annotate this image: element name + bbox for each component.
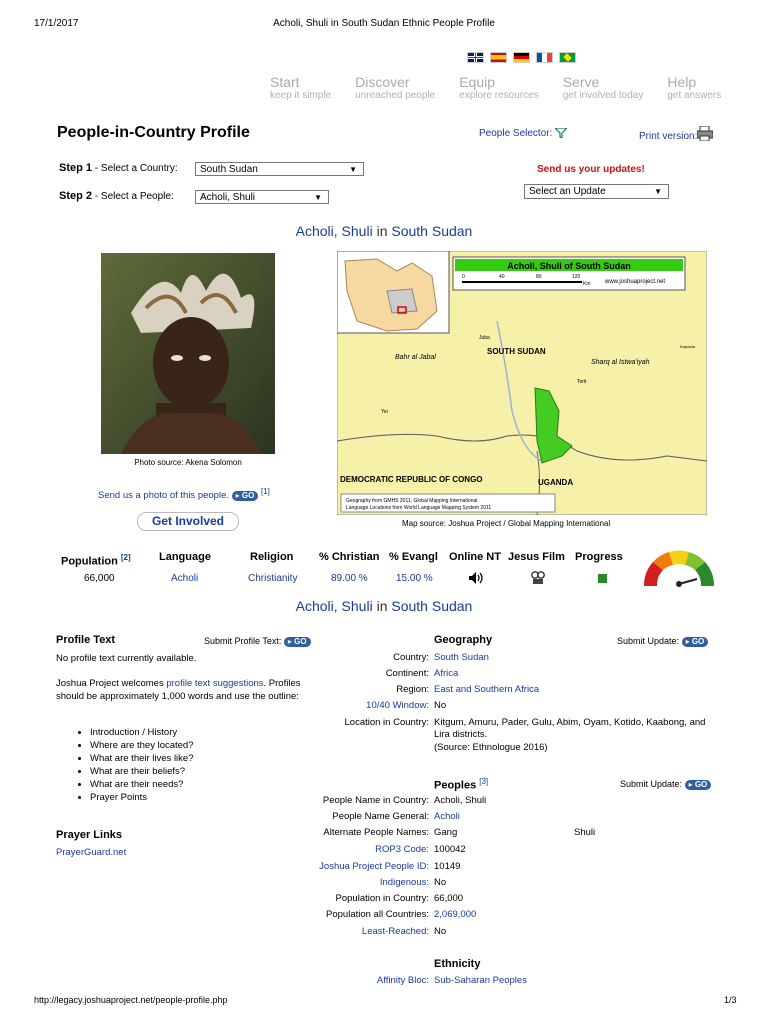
map-label-uganda: UGANDA [538,478,574,487]
list-item: • What are their beliefs? [90,765,194,778]
language-link[interactable]: Acholi [171,573,199,584]
list-item: • What are their lives like? [90,752,194,765]
main-nav [270,74,721,101]
map-title: Acholi, Shuli of South Sudan [507,261,631,271]
print-date: 17/1/2017 [34,18,79,29]
geography-submit: Submit Update: ▸ GO [617,636,708,647]
least-reached-value: No [434,926,447,937]
people-select[interactable]: Acholi, Shuli ▼ [195,190,329,204]
headline-country-link[interactable]: South Sudan [391,223,473,239]
continent-link[interactable]: Africa [434,668,459,679]
location-value: Kitgum, Amuru, Pader, Gulu, Abim, Oyam, Kotido, Kaabong, and Lira districts. [434,717,706,740]
profile-headline-2: Acholi, Shuli in South Sudan [295,598,473,614]
indigenous-label-link[interactable]: Indigenous: [379,877,429,888]
people-name-country-label: People Name in Country: [322,795,429,806]
country-label: Country: [393,652,429,663]
progress-square[interactable] [598,574,607,583]
map-credit-2: Language Locations from World Language Mapping System 2011 [346,505,492,511]
map-label-bahr-al-jabal: Bahr al Jabal [395,354,436,361]
population-ref-link[interactable]: [2] [120,553,131,562]
flag-germany-icon[interactable] [513,52,530,63]
get-involved-button[interactable]: Get Involved [137,512,239,531]
print-page-title: Acholi, Shuli in South Sudan Ethnic People Profile [273,18,495,29]
affinity-bloc-link[interactable]: Sub-Saharan Peoples [434,975,527,986]
chevron-down-icon: ▼ [654,187,662,196]
prayer-links-title: Prayer Links [56,829,123,841]
progress-header: Progress [575,551,623,563]
region-label: Region: [396,684,429,695]
jp-people-id-value: 10149 [434,861,461,872]
people-name-general-label: People Name General: [332,811,429,822]
evangl-link[interactable]: 15.00 % [396,573,433,584]
prayerguard-link[interactable]: PrayerGuard.net [56,847,127,858]
alternate-name-extra: Shuli [574,827,596,838]
no-profile-text: No profile text currently available. [56,653,197,664]
geography-go-button[interactable]: ▸ GO [682,637,709,647]
flag-uk-icon[interactable] [467,52,484,63]
map-label-juba: Juba [479,335,490,341]
step1-label: Step 1 - Select a Country: [59,162,178,174]
map-site: www.joshuaproject.net [605,279,666,285]
map-label-torit: Torit [577,379,587,385]
flag-spain-icon[interactable] [490,52,507,63]
population-country-value: 66,000 [434,893,464,904]
profile-welcome: Joshua Project welcomes profile text suggestions. Profiles should be approximately 1,000 words and use the outline: [56,678,301,702]
people-name-general-link[interactable]: Acholi [434,811,460,822]
list-item: • What are their needs? [90,778,194,791]
send-photo [98,487,270,501]
continent-label: Continent: [385,668,429,679]
chevron-down-icon: ▼ [349,165,357,174]
rop3-label-link[interactable]: ROP3 Code: [375,844,429,855]
jp-people-id-label-link[interactable]: Joshua Project People ID: [319,861,429,872]
map-label-kapoeta: Kapoeta [680,344,695,349]
step2-label: Step 2 - Select a People: [59,190,174,202]
christian-header: % Christian [319,551,380,563]
rop3-value: 100042 [434,844,466,855]
evangl-header: % Evangl [389,551,438,563]
map-scale-tick: 80 [536,274,542,280]
send-updates-text: Send us your updates! [537,164,645,175]
list-item: • Where are they located? [90,739,194,752]
print-version-link[interactable]: Print version: [639,131,698,142]
page-title: People-in-Country Profile [57,124,250,141]
window-value: No [434,700,447,711]
nav-start[interactable]: Start keep it simple [270,74,332,101]
map-scale-tick: 0 [462,274,465,280]
alternate-name-value: Gang [434,827,458,838]
map-label-yei: Yei [381,409,388,415]
people-name-country-value: Acholi, Shuli [434,795,487,806]
country-link[interactable]: South Sudan [434,652,489,663]
region-link[interactable]: East and Southern Africa [434,684,540,695]
ethnicity-title: Ethnicity [434,958,481,970]
geography-title: Geography [434,634,493,646]
nav-equip[interactable]: Equip explore resources [459,74,539,101]
language-flags [467,52,576,63]
profile-outline [74,726,194,804]
religion-link[interactable]: Christianity [248,573,298,584]
list-item: • Introduction / History [90,726,194,739]
filter-icon [555,128,567,138]
affinity-bloc-label-link[interactable]: Affinity Bloc: [376,975,429,986]
printer-icon[interactable] [697,126,713,141]
alternate-names-label: Alternate People Names: [323,827,429,838]
progress-gauge [641,548,717,588]
nav-discover[interactable]: Discover unreached people [355,74,436,101]
religion-header: Religion [250,551,294,563]
map-scale-unit: Km [583,281,591,287]
profile-headline: Acholi, Shuli in South Sudan [295,223,473,239]
headline-country-link[interactable]: South Sudan [391,598,473,614]
map-label-south-sudan: SOUTH SUDAN [487,347,546,356]
indigenous-value: No [434,877,447,888]
submit-profile-go-button[interactable]: ▸ GO [284,637,311,647]
list-item: • Prayer Points [90,791,194,804]
christian-link[interactable]: 89.00 % [331,573,368,584]
photo-source: Photo source: Akena Solomon [134,458,242,467]
peoples-ref-link[interactable]: [3] [479,777,489,786]
population-header: Population [2] [61,553,131,568]
headline-people-link[interactable]: Acholi, Shuli [295,223,373,239]
flag-france-icon[interactable] [536,52,553,63]
location-label: Location in Country: [344,717,429,728]
population-all-label: Population all Countries: [326,909,429,920]
chevron-down-icon: ▼ [314,193,322,202]
map-credit-1: Geography from GMHS 2011, Global Mapping International [346,498,478,504]
map-label-sharq: Sharq al Istwa'iyah [591,359,650,366]
nav-serve[interactable]: Serve get involved today [562,74,644,101]
nav-help[interactable]: Help get answers [667,74,722,101]
jesus-film-header: Jesus Film [508,551,565,563]
update-select[interactable]: Select an Update ▼ [524,184,669,199]
profile-suggestions-link[interactable]: profile text suggestions [166,678,264,689]
population-country-label: Population in Country: [335,893,429,904]
population-value: 66,000 [84,573,115,584]
send-photo-go-button[interactable]: ▸ GO [232,491,259,501]
peoples-title: Peoples [3] [434,777,489,792]
map-scale-tick: 40 [499,274,505,280]
submit-profile-text: Submit Profile Text: ▸ GO [204,636,311,647]
print-url: http://legacy.joshuaproject.net/people-profile.php [34,995,228,1005]
headline-people-link[interactable]: Acholi, Shuli [295,598,373,614]
language-header: Language [159,551,211,563]
people-photo [101,253,275,454]
population-all-link[interactable]: 2,069,000 [434,909,477,920]
peoples-go-button[interactable]: ▸ GO [685,780,712,790]
least-reached-label-link[interactable]: Least-Reached: [361,926,429,937]
map-source: Map source: Joshua Project / Global Mapping International [402,519,611,528]
country-select[interactable]: South Sudan ▼ [195,162,364,176]
print-page-number: 1/3 [724,995,737,1005]
location-map [337,251,707,515]
people-selector-link[interactable]: People Selector: [479,128,567,139]
map-label-drc: DEMOCRATIC REPUBLIC OF CONGO [340,475,483,484]
online-nt-header: Online NT [449,551,501,563]
send-photo-link[interactable]: Send us a photo of this people. [98,490,229,502]
location-source: (Source: Ethnologue 2016) [434,742,548,753]
speaker-icon[interactable] [469,572,485,584]
photo-ref-link[interactable]: [1] [260,487,270,496]
map-scale-tick: 120 [572,274,581,280]
film-reel-icon[interactable] [531,571,546,584]
peoples-submit: Submit Update: ▸ GO [620,779,711,790]
profile-text-title: Profile Text [56,634,116,646]
window-label-link[interactable]: 10/40 Window: [366,700,429,711]
flag-brazil-icon[interactable] [559,52,576,63]
